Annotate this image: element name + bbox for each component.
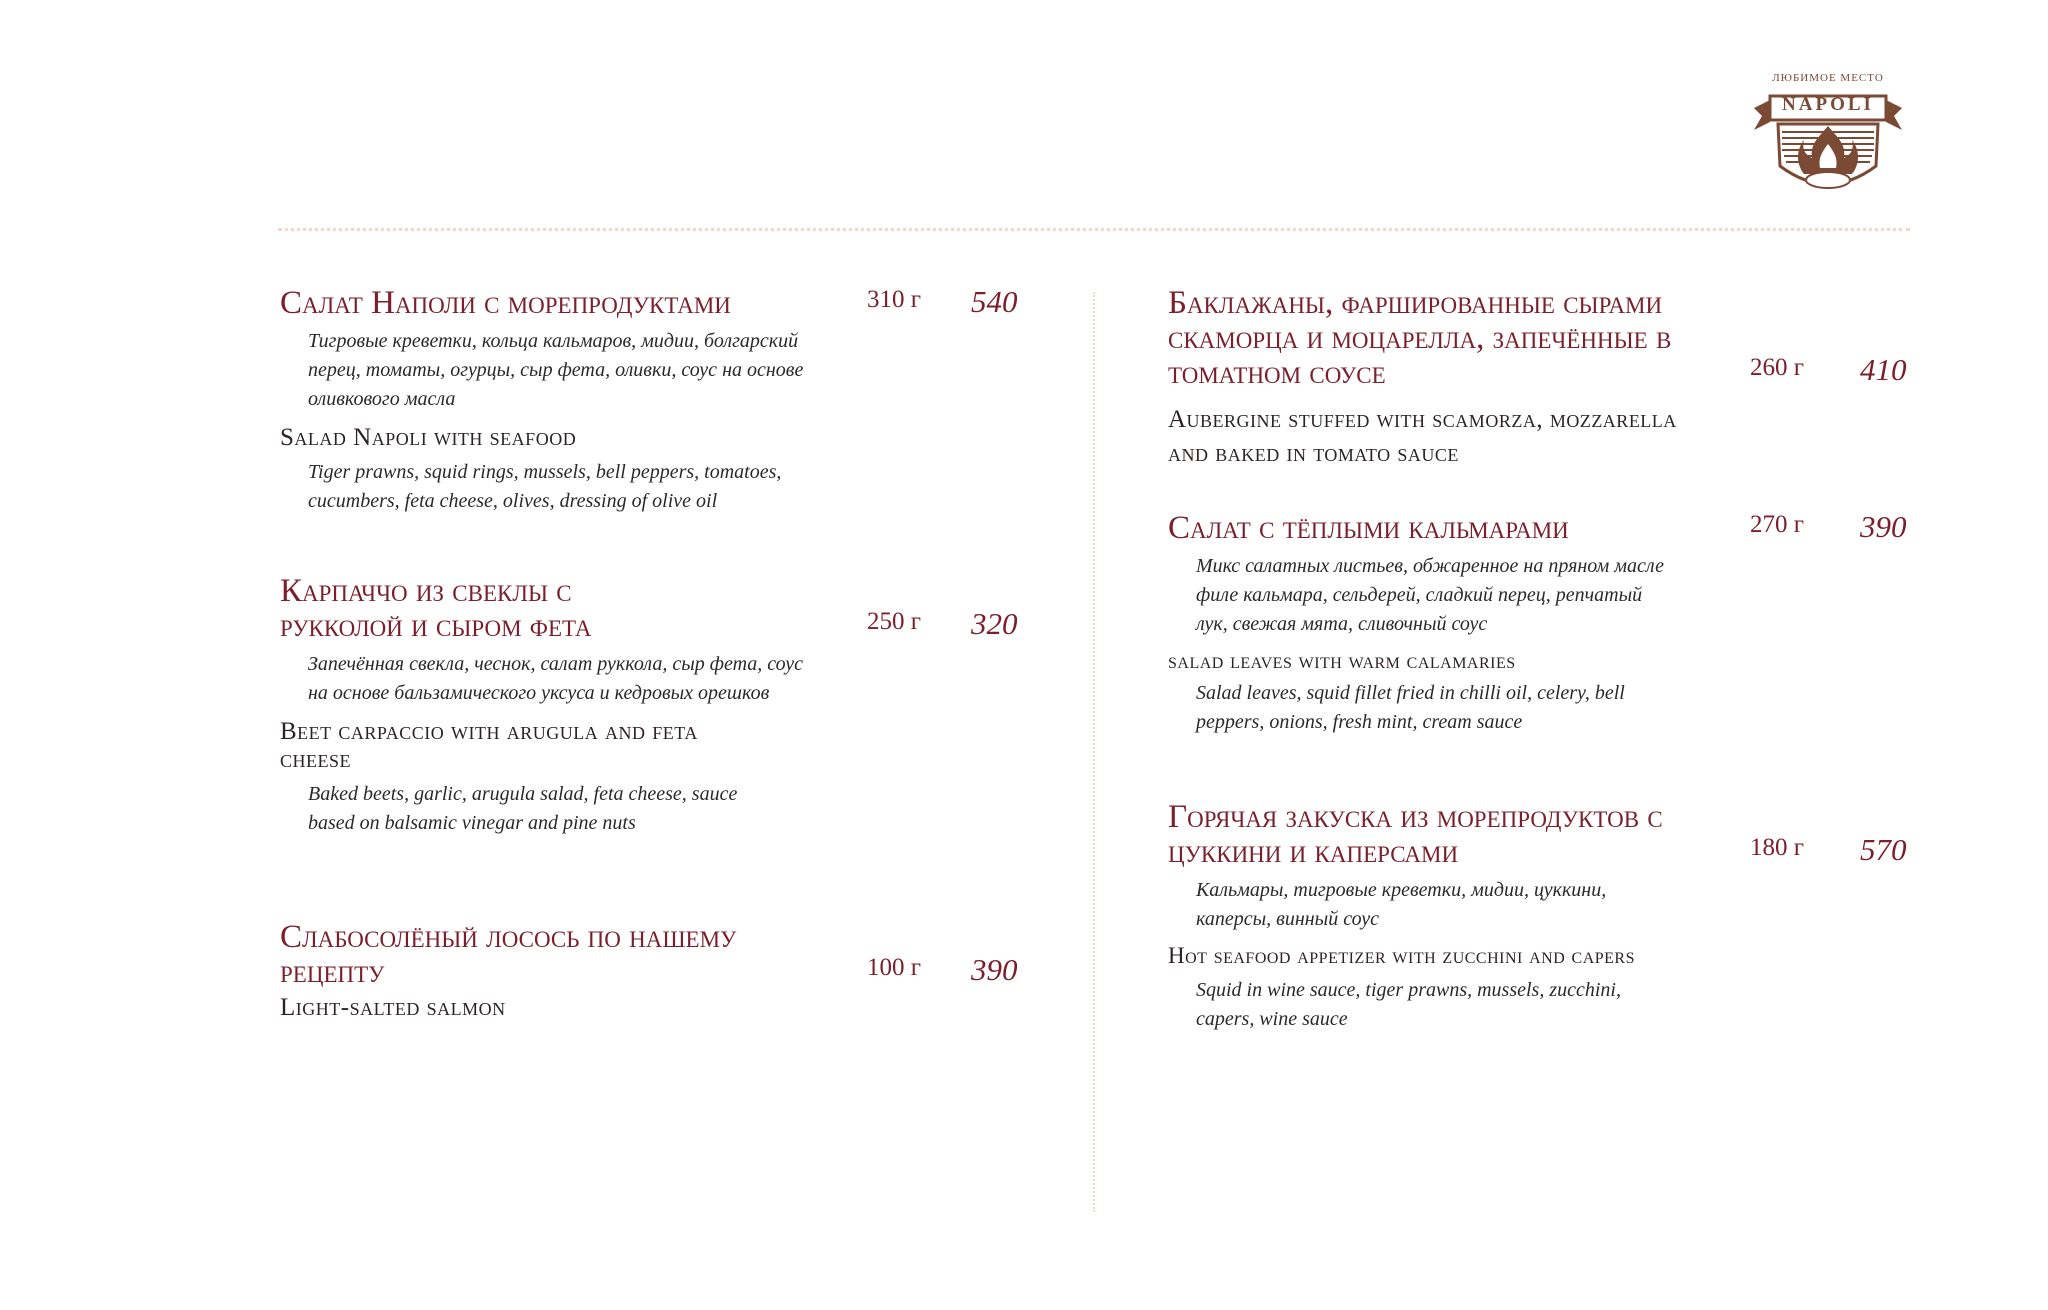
item-price: 410 [1860,352,1907,387]
item-price: 390 [971,952,1018,987]
item-weight: 250 г [867,608,922,635]
item-title-ru: Слабосолёный лосось по нашему рецепту [280,919,737,990]
menu-item-light-salted-salmon [280,920,1040,1022]
item-weight: 100 г [867,954,922,981]
left-column [280,286,1040,1022]
item-desc-en: Salad leaves, squid fillet fried in chilli oil, celery, bell peppers, onions, fresh mint, cream sauce [1196,682,1625,733]
item-desc-ru: Запечённая свекла, чеснок, салат руккола, сыр фета, соус на основе бальзамического уксуса и кедровых орешков [308,653,803,704]
item-title-en: salad leaves with warm calamaries [1168,648,1516,673]
item-price: 320 [971,606,1018,641]
item-title-en: Aubergine stuffed with scamorza, mozzarella and baked in tomato sauce [1168,406,1677,467]
item-title-en: Salad Napoli with seafood [280,424,577,451]
item-price: 570 [1860,832,1907,867]
menu-item-warm-calamari-salad [1168,511,1912,800]
item-weight: 270 г [1750,511,1805,538]
item-weight: 260 г [1750,354,1805,381]
item-title-en: Beet carpaccio with arugula and feta cheese [280,718,698,773]
item-price: 390 [1860,509,1907,544]
item-desc-en: Squid in wine sauce, tiger prawns, mussels, zucchini, capers, wine sauce [1196,979,1621,1030]
item-price: 540 [971,284,1018,319]
item-title-ru: Салат с тёплыми кальмарами [1168,510,1569,546]
item-desc-en: Baked beets, garlic, arugula salad, feta cheese, sauce based on balsamic vinegar and pine nuts [308,783,738,834]
logo-name: NAPOLI [1782,94,1874,115]
top-dotted-rule [278,228,1910,231]
menu-item-stuffed-aubergine [1168,286,1912,511]
menu-item-napoli-salad [280,286,1040,574]
item-desc-en: Tiger prawns, squid rings, mussels, bell peppers, tomatoes, cucumbers, feta cheese, olives, dressing of olive oil [308,461,782,512]
item-title-en: Hot seafood appetizer with zucchini and capers [1168,943,1636,968]
napoli-logo [1748,68,1908,200]
item-title-ru: Карпаччо из свеклы с рукколой и сыром фета [280,573,592,644]
item-title-ru: Баклажаны, фаршированные сырами скаморца и моцарелла, запечённые в томатном соусе [1168,285,1672,391]
menu-item-hot-seafood-appetizer [1168,800,1912,1034]
item-desc-ru: Микс салатных листьев, обжаренное на пряном масле филе кальмара, сельдерей, сладкий перец, репчатый лук, свежая мята, сливочный соус [1196,555,1665,635]
item-weight: 310 г [867,286,922,313]
item-title-en: Light-salted salmon [280,994,506,1021]
item-title-ru: Салат Наполи с морепродуктами [280,285,731,321]
item-weight: 180 г [1750,834,1805,861]
item-desc-ru: Кальмары, тигровые креветки, мидии, цуккини, каперсы, винный соус [1196,879,1607,930]
logo-tagline: ЛЮБИМОЕ МЕСТО [1772,72,1884,84]
column-divider [1093,292,1095,1212]
right-column [1168,286,1912,1034]
menu-item-beet-carpaccio [280,574,1040,920]
item-title-ru: Горячая закуска из морепродуктов с цуккини и каперсами [1168,799,1663,870]
item-desc-ru: Тигровые креветки, кольца кальмаров, мидии, болгарский перец, томаты, огурцы, сыр фета, оливки, соус на основе оливкового масла [308,330,804,410]
